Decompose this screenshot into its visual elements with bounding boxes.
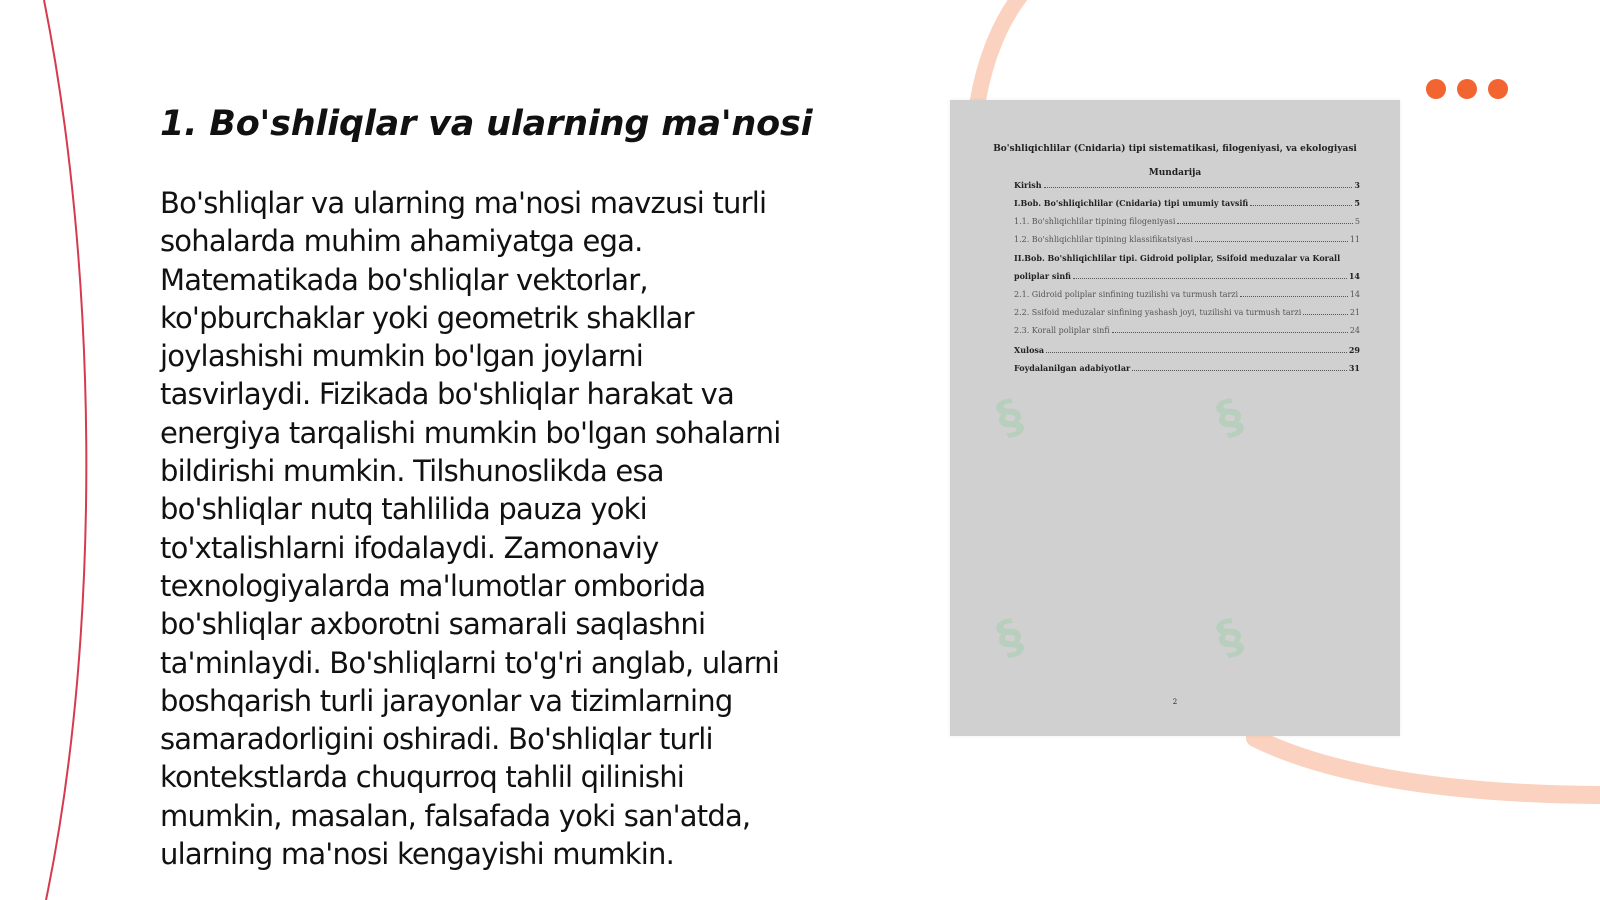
body-line: bo'shliqlar axborotni samarali saqlashni [160, 607, 706, 642]
toc-leader-dots [1177, 217, 1352, 224]
document-heading: Mundarija [1148, 168, 1202, 178]
watermark-icon: § [988, 387, 1031, 447]
document-page-number: 2 [1172, 698, 1178, 706]
toc-entry-page: 21 [1349, 308, 1360, 318]
slide-body-text [160, 184, 850, 873]
toc-entry-label: Kirish [1014, 180, 1042, 190]
toc-leader-dots [1073, 272, 1347, 279]
peach-arc-bottom [1255, 738, 1600, 795]
body-line: tasvirlaydi. Fizikada bo'shliqlar harakat va [160, 377, 734, 412]
toc-entry [1014, 235, 1360, 253]
toc-entry [1014, 326, 1360, 344]
toc-entry-label: II.Bob. Bo'shliqichlilar tipi. Gidroid poliplar, Ssifoid meduzalar va Korall [1014, 253, 1341, 264]
toc-leader-dots [1044, 181, 1353, 188]
toc-entry-label: 2.3. Korall poliplar sinfi [1014, 326, 1110, 336]
toc-leader-dots [1046, 346, 1347, 353]
body-line: ko'pburchaklar yoki geometrik shakllar [160, 300, 694, 335]
toc-entry [1014, 198, 1360, 216]
document-title: Bo'shliqichlilar (Cnidaria) tipi sistematikasi, filogeniyasi, va ekologiyasi [993, 144, 1357, 154]
toc-entry-page: 5 [1354, 216, 1360, 226]
toc-entry-page: 5 [1354, 198, 1360, 209]
toc-entry-label: 1.2. Bo'shliqichlilar tipining klassifikatsiyasi [1014, 234, 1193, 244]
body-line: bildirishi mumkin. Tilshunoslikda esa [160, 454, 664, 489]
toc-entry [1014, 345, 1360, 363]
body-line: bo'shliqlar nutq tahlilida pauza yoki [160, 492, 647, 527]
peach-arc-top [978, 0, 1025, 100]
body-line: kontekstlarda chuqurroq tahlil qilinishi [160, 760, 685, 795]
body-line: ularning ma'nosi kengayishi mumkin. [160, 837, 675, 872]
toc-entry-page: 31 [1348, 362, 1360, 373]
toc-entry-page: 14 [1349, 289, 1360, 299]
toc-entry-label: Xulosa [1014, 344, 1045, 355]
toc-leader-dots [1240, 290, 1348, 297]
toc-entry-label: 1.1. Bo'shliqichlilar tipining filogeniyasi [1014, 216, 1176, 226]
toc-entry-page: 14 [1348, 271, 1360, 282]
toc-entry-page: 29 [1348, 344, 1360, 355]
document-preview [950, 100, 1400, 736]
watermark-icon: § [988, 607, 1031, 667]
toc-leader-dots [1112, 326, 1348, 333]
toc-entry [1014, 363, 1360, 381]
toc-entry-label: poliplar sinfi [1014, 271, 1071, 282]
decorative-dots [1426, 79, 1508, 99]
toc-entry [1014, 253, 1360, 271]
body-line: energiya tarqalishi mumkin bo'lgan sohalarni [160, 415, 781, 450]
toc-leader-dots [1303, 308, 1348, 315]
body-line: mumkin, masalan, falsafada yoki san'atda, [160, 798, 751, 833]
dot-icon [1488, 79, 1508, 99]
body-line: samaradorligini oshiradi. Bo'shliqlar turli [160, 722, 713, 757]
body-line: Matematikada bo'shliqlar vektorlar, [160, 262, 648, 297]
toc-entry-page: 11 [1349, 234, 1360, 244]
toc-entry [1014, 180, 1360, 198]
dot-icon [1426, 79, 1446, 99]
toc-leader-dots [1195, 235, 1348, 242]
toc-leader-dots [1132, 364, 1347, 371]
toc-entry-label: I.Bob. Bo'shliqichlilar (Cnidaria) tipi umumiy tavsifi [1014, 198, 1249, 209]
toc-entry [1014, 271, 1360, 289]
dot-icon [1457, 79, 1477, 99]
table-of-contents [1014, 180, 1360, 381]
toc-entry-label: Foydalanilgan adabiyotlar [1014, 362, 1131, 373]
toc-entry-label: 2.2. Ssifoid meduzalar sinfining yashash joyi, tuzilishi va turmush tarzi [1014, 308, 1302, 318]
watermark-icon: § [1208, 387, 1251, 447]
toc-entry [1014, 290, 1360, 308]
body-line: to'xtalishlarni ifodalaydi. Zamonaviy [160, 530, 659, 565]
body-line: Bo'shliqlar va ularning ma'nosi mavzusi turli [160, 186, 767, 220]
toc-entry [1014, 217, 1360, 235]
toc-entry-page: 3 [1354, 180, 1360, 190]
toc-entry [1014, 308, 1360, 326]
body-line: sohalarda muhim ahamiyatga ega. [160, 224, 643, 259]
slide-title: 1. Bo'shliqlar va ularning ma'nosi [160, 104, 813, 144]
body-line: joylashishi mumkin bo'lgan joylarni [160, 339, 644, 374]
left-red-curve [44, 0, 86, 900]
body-line: boshqarish turli jarayonlar va tizimlarning [160, 683, 733, 718]
watermark-icon: § [1208, 607, 1251, 667]
toc-entry-page: 24 [1349, 326, 1360, 336]
body-line: texnologiyalarda ma'lumotlar omborida [160, 568, 706, 603]
toc-leader-dots [1250, 199, 1352, 206]
body-line: ta'minlaydi. Bo'shliqlarni to'g'ri anglab, ularni [160, 645, 779, 680]
toc-entry-label: 2.1. Gidroid poliplar sinfining tuzilishi va turmush tarzi [1014, 289, 1239, 299]
